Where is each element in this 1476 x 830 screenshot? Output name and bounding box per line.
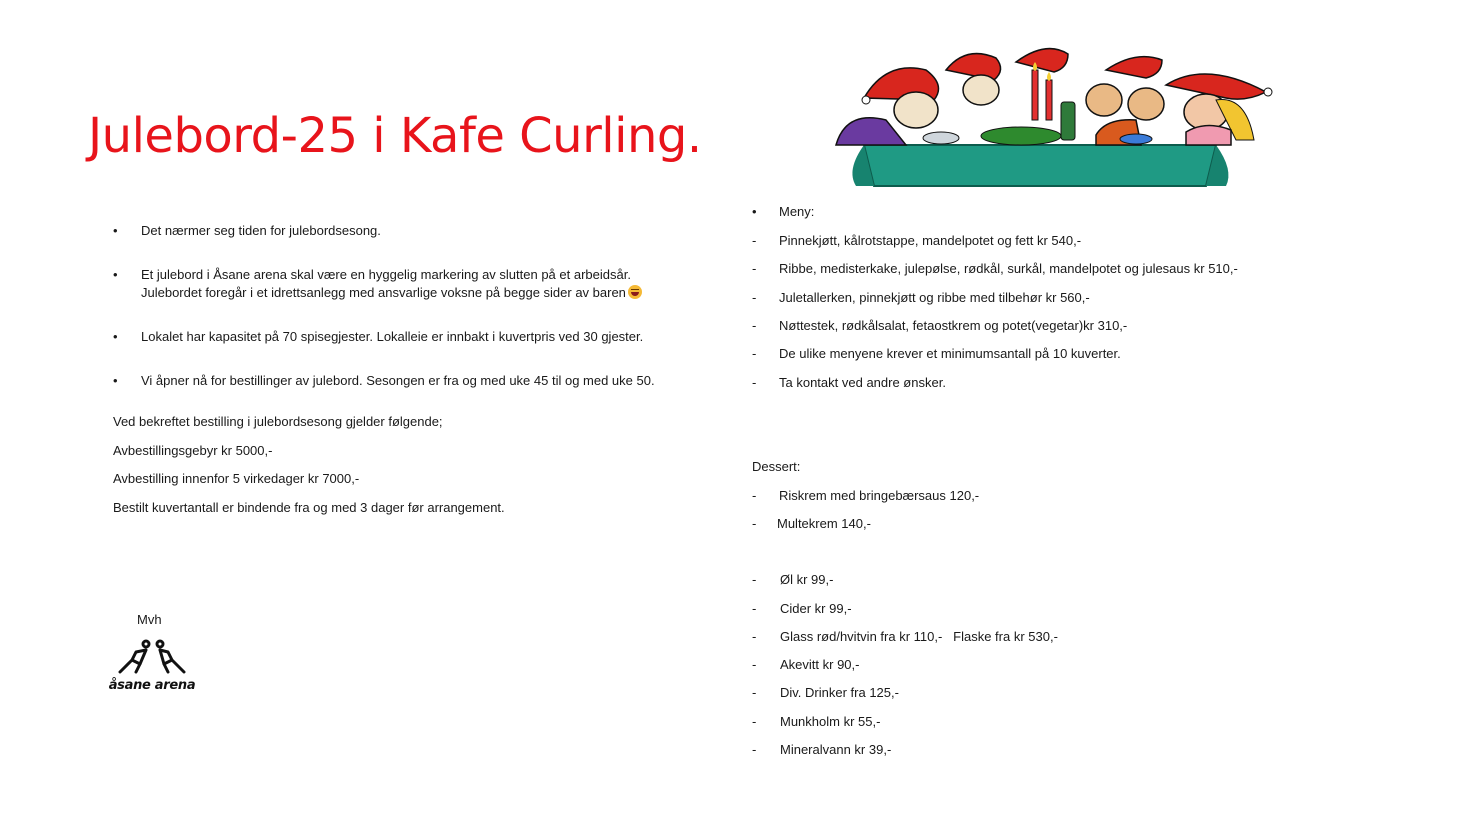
menu-heading: Meny: — [779, 204, 815, 219]
dash-marker: - — [752, 714, 757, 729]
bullet-text: Vi åpner nå for bestillinger av julebord. Sesongen er fra og med uke 45 til og med uke 50. — [141, 373, 655, 388]
dash-marker: - — [752, 629, 757, 644]
menu-item-text: Pinnekjøtt, kålrotstappe, mandelpotet og fett kr 540,- — [779, 233, 1082, 248]
drink-item-text: Mineralvann kr 39,- — [780, 742, 892, 757]
dash-marker: - — [752, 375, 757, 390]
drink-item-text: Div. Drinker fra 125,- — [780, 685, 899, 700]
page-title: Julebord-25 i Kafe Curling. — [88, 108, 702, 164]
bullet-marker: • — [113, 329, 118, 344]
terms-intro: Ved bekreftet bestilling i julebordsesong gjelder følgende; — [113, 414, 443, 429]
drink-item-text: Glass rød/hvitvin fra kr 110,- Flaske fra kr 530,- — [780, 629, 1058, 644]
dash-marker: - — [752, 318, 757, 333]
dessert-heading: Dessert: — [752, 459, 801, 474]
menu-item-text: De ulike menyene krever et minimumsantall på 10 kuverter. — [779, 346, 1121, 361]
dash-marker: - — [752, 488, 757, 503]
drink-item-text: Munkholm kr 55,- — [780, 714, 881, 729]
dash-marker: - — [752, 601, 757, 616]
dash-marker: - — [752, 233, 757, 248]
intro-bullets — [113, 222, 723, 416]
bullet-text: Et julebord i Åsane arena skal være en hyggelig markering av slutten på et arbeidsår. — [141, 267, 631, 282]
dash-marker: - — [752, 742, 757, 757]
grin-emoji-icon — [628, 285, 642, 299]
list-item — [113, 328, 723, 346]
dash-marker: - — [752, 346, 757, 361]
drink-item-text: Cider kr 99,- — [780, 601, 852, 616]
bullet-marker: • — [113, 223, 118, 238]
running-figures-logo-icon — [106, 638, 198, 678]
dash-marker: - — [752, 261, 757, 276]
binding-count-note: Bestilt kuvertantall er bindende fra og med 3 dager før arrangement. — [113, 500, 505, 515]
closing: Mvh — [137, 612, 162, 627]
late-cancellation-fee: Avbestilling innenfor 5 virkedager kr 7000,- — [113, 471, 360, 486]
logo-text: åsane arena — [108, 678, 196, 693]
dash-marker: - — [752, 290, 757, 305]
bullet-marker: • — [113, 267, 118, 282]
cancellation-fee: Avbestillingsgebyr kr 5000,- — [113, 443, 273, 458]
dessert-item-text: Multekrem 140,- — [777, 516, 871, 531]
asane-arena-logo — [106, 638, 198, 696]
drink-item-text: Akevitt kr 90,- — [780, 657, 860, 672]
drink-item-text: Øl kr 99,- — [780, 572, 834, 587]
dash-marker: - — [752, 657, 757, 672]
bullet-marker: • — [113, 373, 118, 388]
list-item — [113, 266, 723, 302]
dessert-item-text: Riskrem med bringebærsaus 120,- — [779, 488, 980, 503]
menu-item-text: Nøttestek, rødkålsalat, fetaostkrem og potet(vegetar)kr 310,- — [779, 318, 1128, 333]
dash-marker: - — [752, 516, 757, 531]
bullet-text: Julebordet foregår i et idrettsanlegg med ansvarlige voksne på begge sider av baren — [141, 285, 626, 300]
menu-item-text: Juletallerken, pinnekjøtt og ribbe med tilbehør kr 560,- — [779, 290, 1090, 305]
list-item — [113, 222, 723, 240]
menu-item-text: Ta kontakt ved andre ønsker. — [779, 375, 946, 390]
christmas-party-illustration — [806, 40, 1276, 190]
bullet-text: Det nærmer seg tiden for julebordsesong. — [141, 223, 381, 238]
bullet-marker: • — [752, 204, 757, 219]
dash-marker: - — [752, 685, 757, 700]
bullet-text: Lokalet har kapasitet på 70 spisegjester. Lokalleie er innbakt i kuvertpris ved 30 gjester. — [141, 329, 644, 344]
menu-item-text: Ribbe, medisterkake, julepølse, rødkål, surkål, mandelpotet og julesaus kr 510,- — [779, 261, 1238, 276]
list-item — [113, 372, 723, 390]
dash-marker: - — [752, 572, 757, 587]
